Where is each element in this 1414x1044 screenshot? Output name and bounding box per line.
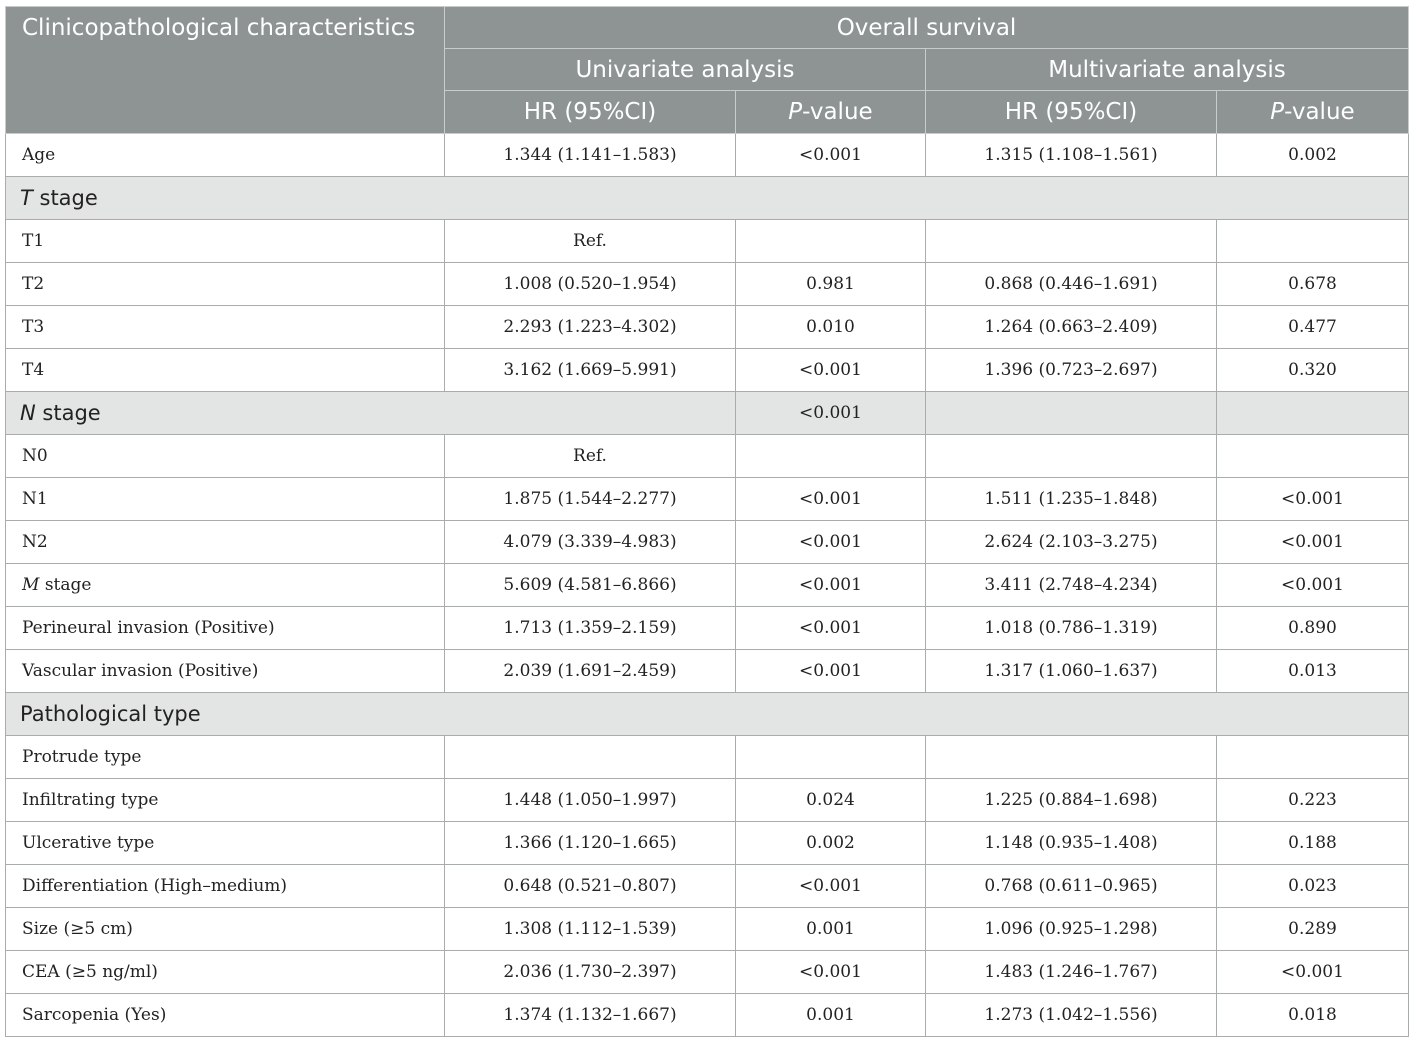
header-multi-hr: HR (95%CI) [926, 91, 1217, 134]
univariate-p: 0.002 [736, 822, 926, 865]
univariate-p: <0.001 [736, 865, 926, 908]
multivariate-hr: 1.096 (0.925–1.298) [926, 908, 1217, 951]
multivariate-p: 0.188 [1217, 822, 1409, 865]
table-row [6, 263, 1409, 306]
univariate-p: <0.001 [736, 349, 926, 392]
multivariate-hr [926, 392, 1217, 435]
multivariate-p: 0.890 [1217, 607, 1409, 650]
header-multi-p [1217, 91, 1409, 134]
multivariate-hr: 3.411 (2.748–4.234) [926, 564, 1217, 607]
row-label: Differentiation (High–medium) [6, 865, 445, 908]
row-label: N2 [6, 521, 445, 564]
multivariate-hr: 0.868 (0.446–1.691) [926, 263, 1217, 306]
univariate-p [736, 220, 926, 263]
univariate-hr: 4.079 (3.339–4.983) [445, 521, 736, 564]
section-label: Pathological type [6, 693, 1409, 736]
row-label: Ulcerative type [6, 822, 445, 865]
table-row [6, 521, 1409, 564]
multivariate-p [1217, 736, 1409, 779]
row-label: T1 [6, 220, 445, 263]
table-row [6, 564, 1409, 607]
multivariate-p: <0.001 [1217, 564, 1409, 607]
univariate-p [736, 435, 926, 478]
table-row [6, 349, 1409, 392]
section-italic: N [20, 401, 36, 425]
multivariate-p: 0.477 [1217, 306, 1409, 349]
multivariate-hr: 1.264 (0.663–2.409) [926, 306, 1217, 349]
univariate-p: <0.001 [736, 607, 926, 650]
univariate-hr: 1.008 (0.520–1.954) [445, 263, 736, 306]
multivariate-p [1217, 435, 1409, 478]
header-characteristics: Clinicopathological characteristics [6, 7, 445, 134]
header-overall-survival: Overall survival [445, 7, 1409, 49]
multivariate-p: 0.223 [1217, 779, 1409, 822]
multivariate-hr: 1.273 (1.042–1.556) [926, 994, 1217, 1037]
univariate-hr: Ref. [445, 435, 736, 478]
header-uni-hr: HR (95%CI) [445, 91, 736, 134]
multivariate-hr: 1.225 (0.884–1.698) [926, 779, 1217, 822]
multivariate-p: 0.002 [1217, 134, 1409, 177]
section-text: stage [32, 186, 98, 210]
univariate-p: 0.024 [736, 779, 926, 822]
multivariate-hr [926, 736, 1217, 779]
univariate-p: <0.001 [736, 521, 926, 564]
header-p-italic: P [1270, 99, 1285, 125]
univariate-hr: 2.039 (1.691–2.459) [445, 650, 736, 693]
univariate-p [736, 736, 926, 779]
univariate-hr: 1.374 (1.132–1.667) [445, 994, 736, 1037]
multivariate-p: <0.001 [1217, 521, 1409, 564]
survival-table-container [5, 6, 1408, 1037]
multivariate-hr: 0.768 (0.611–0.965) [926, 865, 1217, 908]
multivariate-p: 0.013 [1217, 650, 1409, 693]
row-label: N1 [6, 478, 445, 521]
row-label: T4 [6, 349, 445, 392]
section-row [6, 693, 1409, 736]
header-multivariate: Multivariate analysis [926, 49, 1409, 91]
univariate-hr: 0.648 (0.521–0.807) [445, 865, 736, 908]
table-row [6, 435, 1409, 478]
row-label-text: stage [39, 575, 92, 595]
header-uni-p [736, 91, 926, 134]
multivariate-p: 0.023 [1217, 865, 1409, 908]
row-label-italic: M [22, 575, 40, 595]
multivariate-hr: 1.315 (1.108–1.561) [926, 134, 1217, 177]
univariate-hr: 1.713 (1.359–2.159) [445, 607, 736, 650]
table-row [6, 908, 1409, 951]
row-label: T3 [6, 306, 445, 349]
multivariate-p: 0.320 [1217, 349, 1409, 392]
univariate-hr: 1.875 (1.544–2.277) [445, 478, 736, 521]
table-row [6, 134, 1409, 177]
multivariate-hr [926, 220, 1217, 263]
univariate-p: <0.001 [736, 478, 926, 521]
univariate-p: 0.981 [736, 263, 926, 306]
section-label [6, 392, 736, 435]
univariate-hr: 1.344 (1.141–1.583) [445, 134, 736, 177]
table-body [6, 134, 1409, 1037]
survival-table [5, 6, 1409, 1037]
table-row [6, 822, 1409, 865]
univariate-hr: 1.448 (1.050–1.997) [445, 779, 736, 822]
table-row [6, 865, 1409, 908]
multivariate-hr: 1.511 (1.235–1.848) [926, 478, 1217, 521]
header-p-italic: P [788, 99, 803, 125]
row-label: Infiltrating type [6, 779, 445, 822]
univariate-p: <0.001 [736, 564, 926, 607]
univariate-hr: 3.162 (1.669–5.991) [445, 349, 736, 392]
table-row [6, 220, 1409, 263]
univariate-p: 0.001 [736, 908, 926, 951]
table-row [6, 736, 1409, 779]
row-label: N0 [6, 435, 445, 478]
multivariate-hr: 1.317 (1.060–1.637) [926, 650, 1217, 693]
row-label: Size (≥5 cm) [6, 908, 445, 951]
multivariate-p: 0.289 [1217, 908, 1409, 951]
row-label: Perineural invasion (Positive) [6, 607, 445, 650]
multivariate-p: 0.678 [1217, 263, 1409, 306]
univariate-hr: 2.293 (1.223–4.302) [445, 306, 736, 349]
table-row [6, 650, 1409, 693]
univariate-hr: 2.036 (1.730–2.397) [445, 951, 736, 994]
multivariate-hr: 2.624 (2.103–3.275) [926, 521, 1217, 564]
multivariate-p: <0.001 [1217, 478, 1409, 521]
header-univariate: Univariate analysis [445, 49, 926, 91]
univariate-hr [445, 736, 736, 779]
table-row [6, 779, 1409, 822]
table-row [6, 951, 1409, 994]
table-row [6, 607, 1409, 650]
multivariate-p [1217, 392, 1409, 435]
multivariate-hr: 1.018 (0.786–1.319) [926, 607, 1217, 650]
section-text: stage [35, 401, 101, 425]
row-label: CEA (≥5 ng/ml) [6, 951, 445, 994]
table-row [6, 306, 1409, 349]
table-row [6, 478, 1409, 521]
univariate-hr: 1.308 (1.112–1.539) [445, 908, 736, 951]
multivariate-p [1217, 220, 1409, 263]
univariate-p: <0.001 [736, 650, 926, 693]
section-italic: T [20, 186, 33, 210]
header-p-suffix: -value [1284, 99, 1355, 125]
univariate-p: <0.001 [736, 951, 926, 994]
section-label [6, 177, 1409, 220]
univariate-p: 0.001 [736, 994, 926, 1037]
row-label: Sarcopenia (Yes) [6, 994, 445, 1037]
univariate-hr: 1.366 (1.120–1.665) [445, 822, 736, 865]
row-label: Age [6, 134, 445, 177]
univariate-p: 0.010 [736, 306, 926, 349]
multivariate-hr: 1.483 (1.246–1.767) [926, 951, 1217, 994]
univariate-hr: 5.609 (4.581–6.866) [445, 564, 736, 607]
multivariate-hr [926, 435, 1217, 478]
table-header [6, 7, 1409, 134]
multivariate-p: <0.001 [1217, 951, 1409, 994]
row-label: Protrude type [6, 736, 445, 779]
section-row [6, 177, 1409, 220]
multivariate-hr: 1.396 (0.723–2.697) [926, 349, 1217, 392]
row-label [6, 564, 445, 607]
univariate-hr: Ref. [445, 220, 736, 263]
multivariate-hr: 1.148 (0.935–1.408) [926, 822, 1217, 865]
row-label: Vascular invasion (Positive) [6, 650, 445, 693]
table-row [6, 994, 1409, 1037]
univariate-p: <0.001 [736, 134, 926, 177]
multivariate-p: 0.018 [1217, 994, 1409, 1037]
univariate-p: <0.001 [736, 392, 926, 435]
section-row [6, 392, 1409, 435]
header-p-suffix: -value [802, 99, 873, 125]
row-label: T2 [6, 263, 445, 306]
